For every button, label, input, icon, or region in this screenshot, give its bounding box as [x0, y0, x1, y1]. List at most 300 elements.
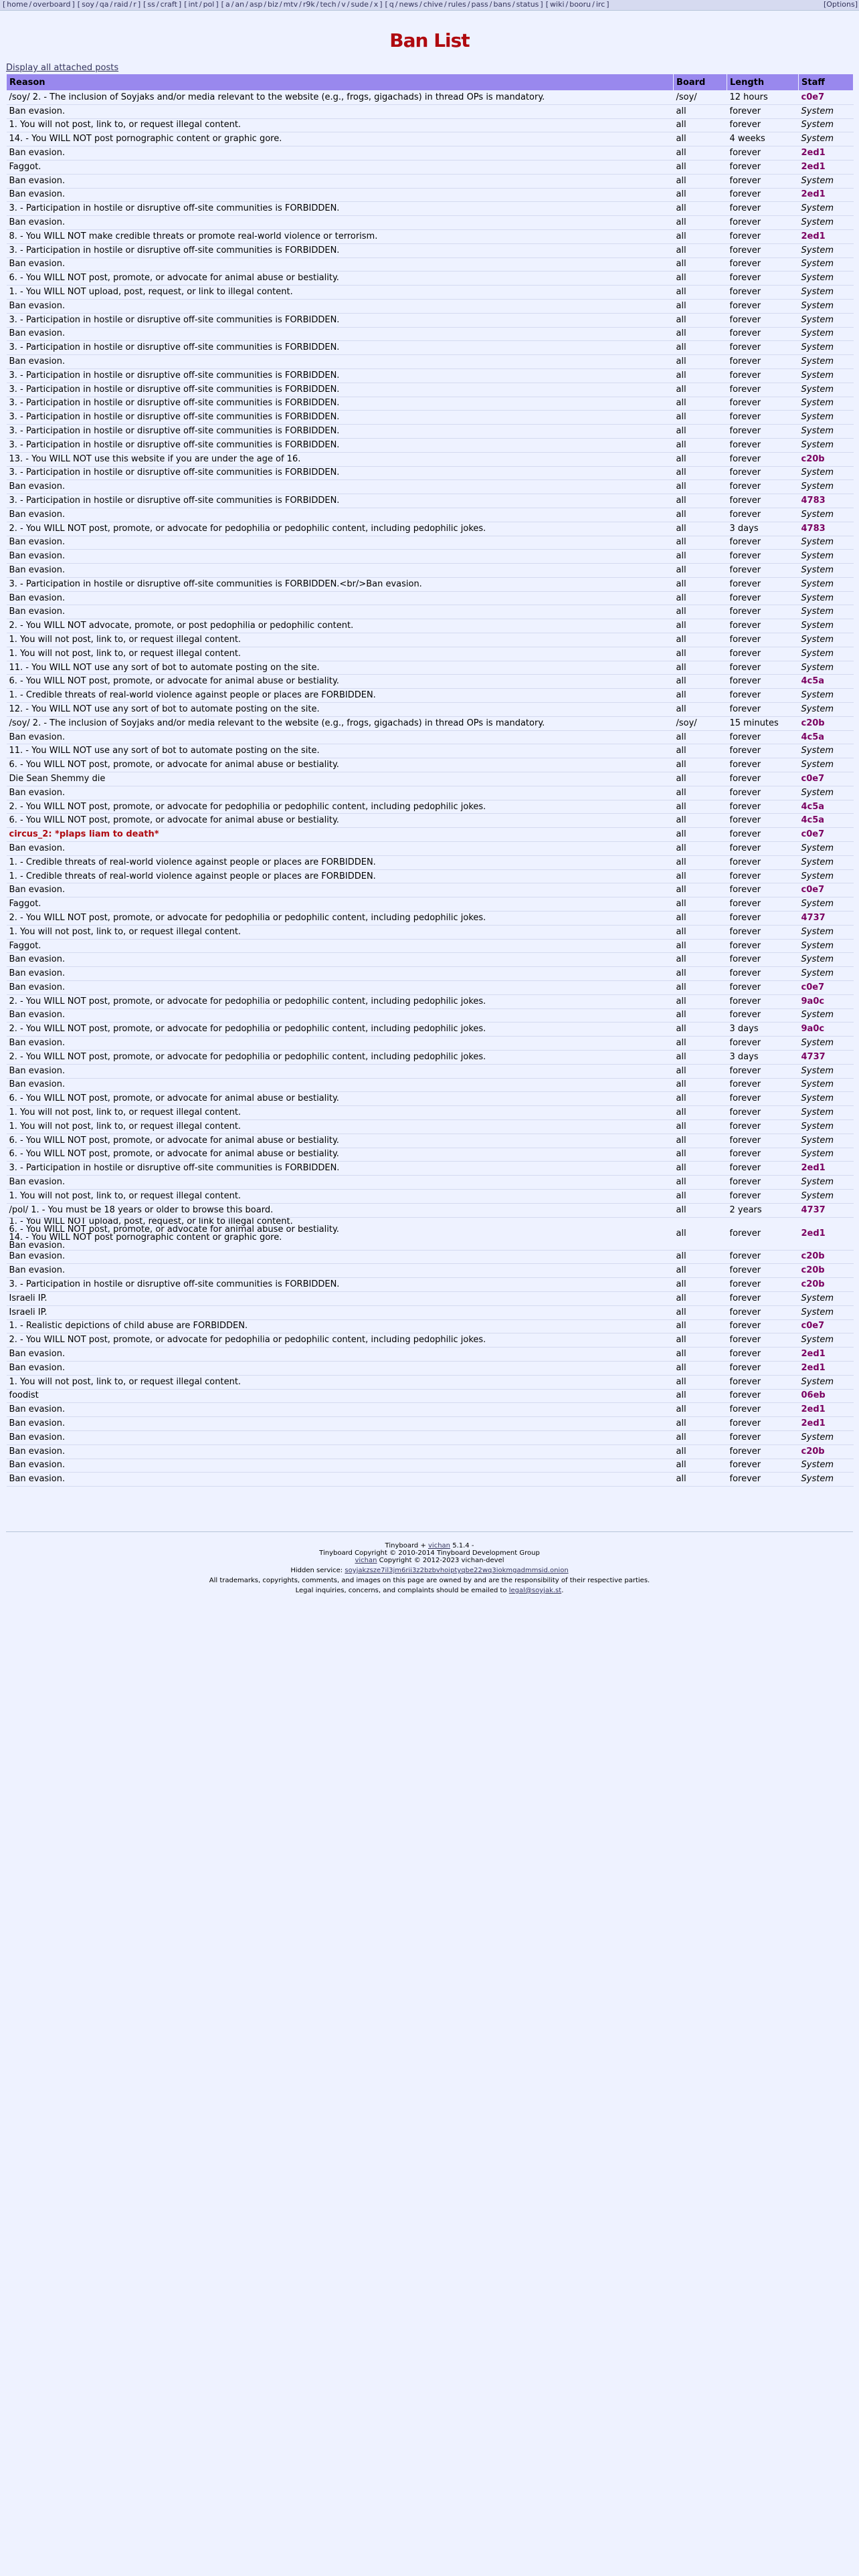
ban-staff: System [799, 118, 854, 132]
nav-separator: / [264, 0, 267, 9]
ban-board: all [674, 925, 727, 939]
nav-bracket: [ [385, 0, 388, 9]
table-row [7, 1403, 854, 1417]
table-row [7, 1092, 854, 1106]
ban-reason: 3. - Participation in hostile or disruptive off-site communities is FORBIDDEN. [7, 425, 674, 439]
ban-length: forever [727, 1459, 799, 1473]
ban-length: forever [727, 1119, 799, 1134]
table-row [7, 758, 854, 772]
ban-reason: Ban evasion. [7, 257, 674, 272]
table-row [7, 1417, 854, 1431]
ban-board: /soy/ [674, 91, 727, 105]
table-row [7, 480, 854, 494]
nav-bracket: ] [215, 0, 219, 9]
table-row [7, 383, 854, 397]
ban-reason: 11. - You WILL NOT use any sort of bot to automate posting on the site. [7, 661, 674, 675]
nav-separator: / [29, 0, 32, 9]
ban-reason: Ban evasion. [7, 355, 674, 369]
ban-length: forever [727, 202, 799, 216]
nav-link-5-3[interactable]: rules [448, 0, 466, 9]
footer-copyright: Copyright © 2012-2023 vichan-devel [379, 1557, 504, 1564]
nav-link-0-0[interactable]: home [7, 0, 28, 9]
ban-reason: 6. - You WILL NOT post, promote, or advocate for animal abuse or bestiality. [7, 1134, 674, 1148]
ban-reason: Israeli IP. [7, 1305, 674, 1319]
ban-staff: System [799, 355, 854, 369]
ban-length: forever [727, 800, 799, 814]
ban-board: all [674, 1333, 727, 1348]
nav-link-5-1[interactable]: news [399, 0, 418, 9]
ban-board: all [674, 744, 727, 758]
nav-link-5-5[interactable]: bans [493, 0, 511, 9]
ban-length: forever [727, 1176, 799, 1190]
footer-legal [0, 1587, 859, 1594]
ban-reason: Ban evasion. [7, 967, 674, 981]
table-row [7, 1278, 854, 1292]
ban-staff: System [799, 1459, 854, 1473]
table-row [7, 883, 854, 897]
table-row [7, 1305, 854, 1319]
ban-length: forever [727, 1403, 799, 1417]
ban-length: forever [727, 536, 799, 550]
table-row [7, 452, 854, 466]
ban-board: all [674, 397, 727, 411]
ban-reason: Ban evasion. [7, 1403, 674, 1417]
ban-reason: 8. - You WILL NOT make credible threats or promote real-world violence or terrorism. [7, 229, 674, 243]
ban-length: forever [727, 425, 799, 439]
ban-reason: Ban evasion. [7, 981, 674, 995]
table-row [7, 202, 854, 216]
ban-reason: 6. - You WILL NOT post, promote, or advocate for animal abuse or bestiality. [7, 814, 674, 828]
nav-link-1-3[interactable]: r [133, 0, 136, 9]
ban-reason: 3. - Participation in hostile or disruptive off-site communities is FORBIDDEN. [7, 397, 674, 411]
table-row [7, 855, 854, 869]
table-row [7, 661, 854, 675]
options-link[interactable]: [Options] [823, 0, 858, 9]
ban-board: all [674, 689, 727, 703]
nav-link-1-1[interactable]: qa [99, 0, 109, 9]
column-header-reason[interactable]: Reason [7, 74, 674, 91]
ban-reason: Ban evasion. [7, 1264, 674, 1278]
ban-staff: System [799, 411, 854, 425]
table-row [7, 1361, 854, 1375]
onion-link[interactable]: soyjakzsze7il3jm6rii3z2bzbvhoiptyqbe22wq3iokmgadmmsid.onion [345, 1567, 569, 1574]
table-row [7, 647, 854, 661]
ban-board: all [674, 675, 727, 689]
table-row [7, 1291, 854, 1305]
ban-board: all [674, 758, 727, 772]
table-row [7, 1348, 854, 1362]
ban-staff: System [799, 1134, 854, 1148]
ban-staff: System [799, 1473, 854, 1487]
ban-staff: System [799, 1375, 854, 1389]
ban-board: all [674, 202, 727, 216]
ban-reason: 1. You will not post, link to, or request illegal content. [7, 1119, 674, 1134]
footer-text: Hidden service: [290, 1567, 343, 1574]
ban-length: forever [727, 1106, 799, 1120]
ban-staff: 4737 [799, 1050, 854, 1064]
ban-staff: 2ed1 [799, 1217, 854, 1250]
ban-reason: 2. - You WILL NOT post, promote, or advocate for pedophilia or pedophilic content, including pedophilic jokes. [7, 800, 674, 814]
nav-link-6-1[interactable]: booru [569, 0, 591, 9]
ban-reason: 3. - Participation in hostile or disruptive off-site communities is FORBIDDEN. [7, 494, 674, 508]
ban-length: forever [727, 1305, 799, 1319]
ban-staff: System [799, 939, 854, 953]
ban-reason: Ban evasion. [7, 299, 674, 313]
ban-length: forever [727, 925, 799, 939]
ban-reason: Ban evasion. [7, 1473, 674, 1487]
ban-reason: 14. - You WILL NOT post pornographic content or graphic gore. [7, 132, 674, 146]
ban-board: all [674, 842, 727, 856]
column-header-staff[interactable]: Staff [799, 74, 854, 91]
ban-reason: 3. - Participation in hostile or disruptive off-site communities is FORBIDDEN. [7, 202, 674, 216]
ban-board: all [674, 299, 727, 313]
nav-link-4-3[interactable]: biz [268, 0, 278, 9]
ban-length: forever [727, 1333, 799, 1348]
ban-board: all [674, 564, 727, 578]
page-title: Ban List [389, 29, 470, 51]
nav-bracket: ] [606, 0, 609, 9]
table-row [7, 104, 854, 118]
ban-staff: c0e7 [799, 91, 854, 105]
nav-link-3-1[interactable]: pol [203, 0, 215, 9]
nav-link-4-8[interactable]: sude [351, 0, 369, 9]
ban-board: all [674, 730, 727, 744]
ban-staff: 9a0c [799, 994, 854, 1008]
nav-link-3-0[interactable]: int [188, 0, 198, 9]
ban-staff: c0e7 [799, 1319, 854, 1333]
ban-length: forever [727, 703, 799, 717]
ban-length: forever [727, 313, 799, 327]
table-row [7, 146, 854, 160]
ban-board: all [674, 953, 727, 967]
ban-length: forever [727, 619, 799, 633]
nav-separator: / [231, 0, 234, 9]
ban-reason: 6. - You WILL NOT post, promote, or advocate for animal abuse or bestiality. [7, 758, 674, 772]
ban-reason: Ban evasion. [7, 1250, 674, 1264]
table-row [7, 216, 854, 230]
ban-staff: 9a0c [799, 1023, 854, 1037]
ban-staff: System [799, 1064, 854, 1078]
ban-board: all [674, 855, 727, 869]
ban-length: forever [727, 494, 799, 508]
ban-staff: System [799, 1148, 854, 1162]
ban-staff: 2ed1 [799, 1348, 854, 1362]
ban-board: all [674, 1348, 727, 1362]
ban-length: forever [727, 675, 799, 689]
nav-link-4-2[interactable]: asp [249, 0, 263, 9]
nav-link-4-9[interactable]: x [373, 0, 379, 9]
ban-length: forever [727, 633, 799, 647]
ban-length: forever [727, 953, 799, 967]
table-row [7, 1473, 854, 1487]
ban-length: forever [727, 855, 799, 869]
column-header-length[interactable]: Length [727, 74, 799, 91]
ban-board: all [674, 605, 727, 619]
table-row [7, 1203, 854, 1217]
ban-reason: 1. - Realistic depictions of child abuse are FORBIDDEN. [7, 1319, 674, 1333]
ban-board: all [674, 1189, 727, 1203]
ban-staff: System [799, 1037, 854, 1051]
ban-reason: Ban evasion. [7, 1348, 674, 1362]
ban-board: all [674, 452, 727, 466]
ban-length: forever [727, 1134, 799, 1148]
ban-length: forever [727, 689, 799, 703]
ban-staff: System [799, 1430, 854, 1444]
ban-staff: System [799, 1078, 854, 1092]
ban-reason: Ban evasion. [7, 1008, 674, 1023]
ban-length: forever [727, 411, 799, 425]
ban-reason: Ban evasion. [7, 1078, 674, 1092]
ban-reason: 3. - Participation in hostile or disruptive off-site communities is FORBIDDEN. [7, 411, 674, 425]
ban-staff: c0e7 [799, 772, 854, 786]
nav-link-5-4[interactable]: pass [471, 0, 488, 9]
nav-bracket: ] [72, 0, 75, 9]
ban-reason: 2. - You WILL NOT post, promote, or advocate for pedophilia or pedophilic content, including pedophilic jokes. [7, 1050, 674, 1064]
ban-staff: System [799, 1008, 854, 1023]
nav-link-4-0[interactable]: a [225, 0, 230, 9]
ban-staff: System [799, 216, 854, 230]
ban-length: forever [727, 383, 799, 397]
table-row [7, 1162, 854, 1176]
ban-reason: Ban evasion. [7, 536, 674, 550]
ban-staff: c0e7 [799, 981, 854, 995]
ban-board: all [674, 577, 727, 591]
ban-staff: System [799, 243, 854, 257]
table-row [7, 772, 854, 786]
table-row [7, 1037, 854, 1051]
nav-link-4-6[interactable]: tech [320, 0, 337, 9]
ban-length: forever [727, 1092, 799, 1106]
table-row [7, 1050, 854, 1064]
nav-separator: / [246, 0, 248, 9]
ban-board: all [674, 1064, 727, 1078]
ban-board: all [674, 257, 727, 272]
ban-board: all [674, 911, 727, 926]
ban-length: forever [727, 508, 799, 522]
ban-staff: c20b [799, 1278, 854, 1292]
ban-length: 3 days [727, 522, 799, 536]
ban-board: /soy/ [674, 716, 727, 730]
ban-length: 3 days [727, 1050, 799, 1064]
nav-separator: / [565, 0, 569, 9]
nav-link-4-7[interactable]: v [341, 0, 346, 9]
ban-board: all [674, 243, 727, 257]
nav-link-0-1[interactable]: overboard [33, 0, 71, 9]
ban-board: all [674, 1389, 727, 1403]
ban-length: 4 weeks [727, 132, 799, 146]
table-row [7, 1264, 854, 1278]
table-row [7, 1389, 854, 1403]
table-row [7, 953, 854, 967]
ban-length: forever [727, 452, 799, 466]
ban-length: forever [727, 229, 799, 243]
table-row [7, 800, 854, 814]
nav-bracket: [ [545, 0, 549, 9]
ban-staff: System [799, 132, 854, 146]
ban-length: forever [727, 1375, 799, 1389]
ban-length: forever [727, 1162, 799, 1176]
ban-length: forever [727, 1444, 799, 1459]
nav-link-5-2[interactable]: chive [423, 0, 444, 9]
ban-staff: System [799, 202, 854, 216]
ban-reason: Ban evasion. [7, 327, 674, 341]
ban-staff: System [799, 1176, 854, 1190]
legal-email-link[interactable]: legal@soyjak.st [508, 1587, 562, 1594]
ban-board: all [674, 229, 727, 243]
ban-staff: System [799, 633, 854, 647]
table-row [7, 744, 854, 758]
ban-board: all [674, 480, 727, 494]
footer-text: . [561, 1587, 564, 1594]
ban-board: all [674, 355, 727, 369]
ban-length: 3 days [727, 1023, 799, 1037]
nav-link-2-0[interactable]: ss [147, 0, 155, 9]
nav-separator: / [337, 0, 341, 9]
nav-link-5-0[interactable]: q [389, 0, 394, 9]
ban-length: forever [727, 786, 799, 800]
ban-length: forever [727, 911, 799, 926]
ban-length: forever [727, 397, 799, 411]
ban-length: forever [727, 883, 799, 897]
nav-separator: / [369, 0, 373, 9]
vichan-link[interactable]: vichan [428, 1542, 451, 1549]
display-attached-posts-link[interactable]: Display all attached posts [6, 63, 119, 73]
ban-staff: System [799, 1291, 854, 1305]
ban-board: all [674, 786, 727, 800]
nav-link-1-2[interactable]: raid [114, 0, 128, 9]
ban-board: all [674, 814, 727, 828]
table-row [7, 675, 854, 689]
ban-length: forever [727, 994, 799, 1008]
table-row [7, 591, 854, 605]
ban-length: forever [727, 480, 799, 494]
ban-reason: Ban evasion. [7, 1444, 674, 1459]
ban-length: forever [727, 104, 799, 118]
ban-staff: System [799, 1333, 854, 1348]
ban-staff: c20b [799, 716, 854, 730]
table-row [7, 967, 854, 981]
ban-staff: System [799, 703, 854, 717]
table-row [7, 939, 854, 953]
table-row [7, 1430, 854, 1444]
ban-staff: System [799, 869, 854, 883]
ban-staff: 2ed1 [799, 188, 854, 202]
table-row [7, 703, 854, 717]
ban-board: all [674, 1203, 727, 1217]
ban-staff: System [799, 786, 854, 800]
ban-reason: Ban evasion. [7, 883, 674, 897]
ban-staff: System [799, 466, 854, 480]
ban-reason: 3. - Participation in hostile or disruptive off-site communities is FORBIDDEN. [7, 1278, 674, 1292]
nav-link-4-5[interactable]: r9k [302, 0, 315, 9]
ban-length: forever [727, 730, 799, 744]
table-row [7, 1106, 854, 1120]
ban-length: forever [727, 981, 799, 995]
nav-link-4-4[interactable]: mtv [283, 0, 298, 9]
table-row [7, 286, 854, 300]
nav-link-2-1[interactable]: craft [160, 0, 177, 9]
ban-length: forever [727, 1064, 799, 1078]
ban-staff: System [799, 1119, 854, 1134]
ban-length: forever [727, 744, 799, 758]
ban-staff: c20b [799, 1444, 854, 1459]
ban-board: all [674, 1250, 727, 1264]
ban-board: all [674, 286, 727, 300]
table-row [7, 605, 854, 619]
ban-staff: 2ed1 [799, 1162, 854, 1176]
table-row [7, 842, 854, 856]
ban-staff: System [799, 855, 854, 869]
ban-reason: 3. - Participation in hostile or disruptive off-site communities is FORBIDDEN. [7, 341, 674, 355]
ban-reason: 2. - You WILL NOT post, promote, or advocate for pedophilia or pedophilic content, including pedophilic jokes. [7, 994, 674, 1008]
nav-link-6-0[interactable]: wiki [550, 0, 565, 9]
nav-link-1-0[interactable]: soy [82, 0, 95, 9]
ban-board: all [674, 1162, 727, 1176]
ban-reason: Ban evasion. [7, 1361, 674, 1375]
nav-link-4-1[interactable]: an [235, 0, 245, 9]
table-row [7, 341, 854, 355]
ban-reason: /pol/ 1. - You must be 18 years or older to browse this board. [7, 1203, 674, 1217]
nav-separator: / [489, 0, 492, 9]
ban-reason: foodist [7, 1389, 674, 1403]
table-row [7, 494, 854, 508]
ban-staff: System [799, 661, 854, 675]
ban-board: all [674, 1459, 727, 1473]
ban-staff: c20b [799, 1250, 854, 1264]
nav-separator: / [467, 0, 470, 9]
nav-link-5-6[interactable]: status [516, 0, 539, 9]
ban-board: all [674, 1417, 727, 1431]
ban-reason: 3. - Participation in hostile or disruptive off-site communities is FORBIDDEN.<br/>Ban evasion. [7, 577, 674, 591]
table-row [7, 730, 854, 744]
ban-staff: System [799, 425, 854, 439]
column-header-board[interactable]: Board [674, 74, 727, 91]
ban-reason: /soy/ 2. - The inclusion of Soyjaks and/or media relevant to the website (e.g., frogs, gigachads) in thread OPs is mandatory. [7, 716, 674, 730]
ban-board: all [674, 633, 727, 647]
ban-reason: 6. - You WILL NOT post, promote, or advocate for animal abuse or bestiality. [7, 1092, 674, 1106]
ban-board: all [674, 1176, 727, 1190]
board-list [1, 0, 611, 9]
nav-separator: / [512, 0, 515, 9]
nav-bracket: ] [178, 0, 182, 9]
table-row [7, 299, 854, 313]
ban-board: all [674, 1430, 727, 1444]
ban-length: 2 years [727, 1203, 799, 1217]
table-header-row [7, 74, 854, 91]
footer [0, 1542, 859, 1597]
vichan-link[interactable]: vichan [355, 1557, 377, 1564]
ban-length: forever [727, 257, 799, 272]
nav-bracket: [ [77, 0, 81, 9]
ban-board: all [674, 466, 727, 480]
ban-reason: Ban evasion. [7, 605, 674, 619]
ban-board: all [674, 897, 727, 911]
ban-reason: 1. - Credible threats of real-world violence against people or places are FORBIDDEN. [7, 689, 674, 703]
ban-reason: 3. - Participation in hostile or disruptive off-site communities is FORBIDDEN. [7, 438, 674, 452]
ban-board: all [674, 1050, 727, 1064]
ban-staff: System [799, 1092, 854, 1106]
table-row [7, 522, 854, 536]
ban-reason: Ban evasion. [7, 1037, 674, 1051]
ban-staff: System [799, 313, 854, 327]
ban-length: forever [727, 243, 799, 257]
table-row [7, 174, 854, 188]
ban-length: forever [727, 160, 799, 174]
ban-length: forever [727, 939, 799, 953]
nav-link-6-2[interactable]: irc [595, 0, 605, 9]
ban-staff: 4c5a [799, 800, 854, 814]
table-row [7, 689, 854, 703]
